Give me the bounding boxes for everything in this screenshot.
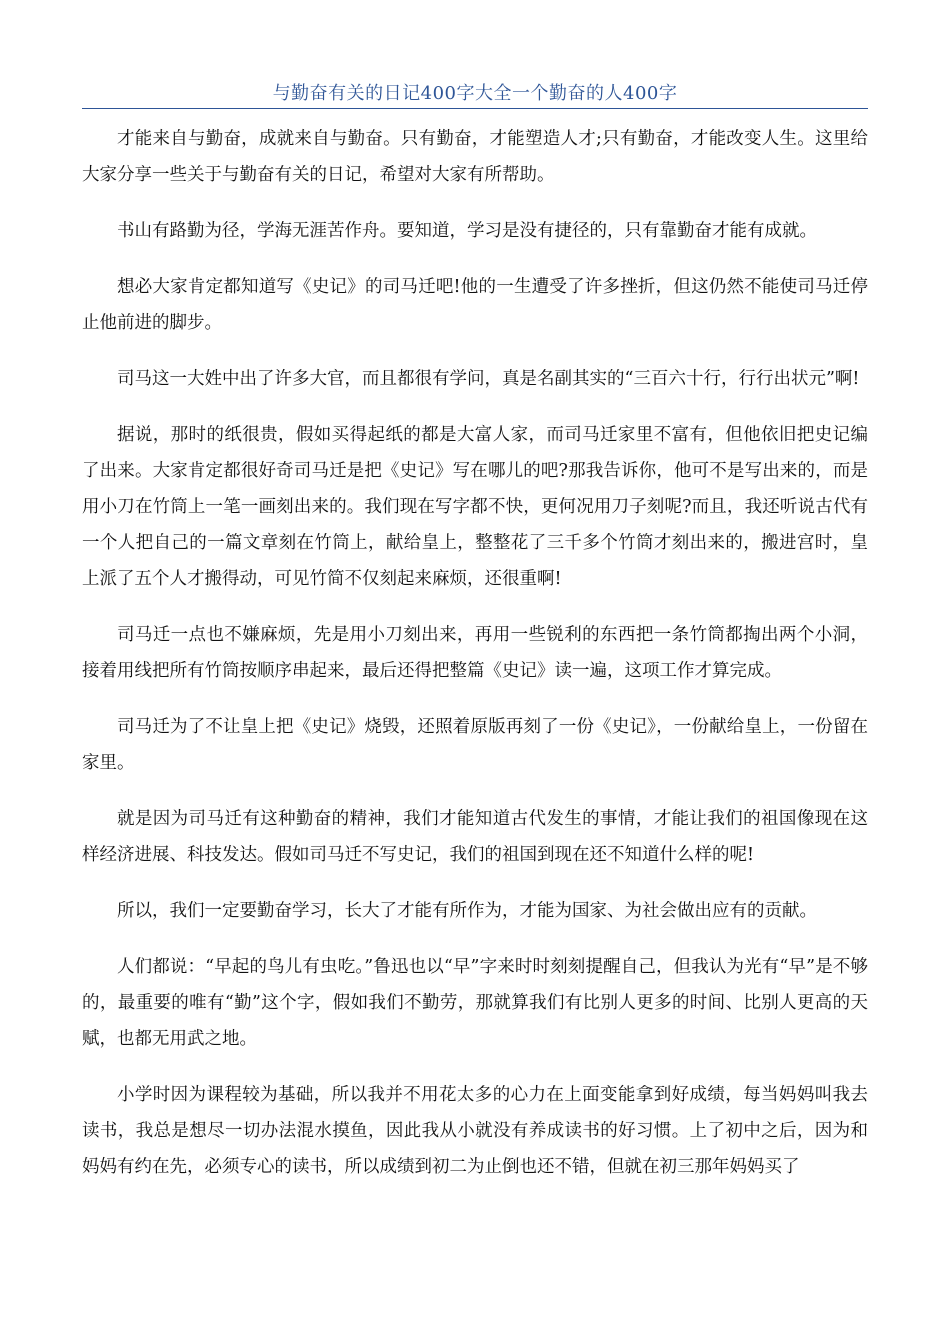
paragraph: 司马迁为了不让皇上把《史记》烧毁，还照着原版再刻了一份《史记》，一份献给皇上，一份留在家里。 [82,717,868,773]
paragraph: 所以，我们一定要勤奋学习，长大了才能有所作为，才能为国家、为社会做出应有的贡献。 [117,901,817,921]
paragraph: 就是因为司马迁有这种勤奋的精神，我们才能知道古代发生的事情，才能让我们的祖国像现在这样经济进展、科技发达。假如司马迁不写史记，我们的祖国到现在还不知道什么样的呢! [82,809,868,865]
paragraph: 人们都说：“早起的鸟儿有虫吃。”鲁迅也以“早”字来时时刻刻提醒自己，但我认为光有“早”是不够的，最重要的唯有“勤”这个字，假如我们不勤劳，那就算我们有比别人更多的时间、比别人更高的天赋，也都无用武之地。 [82,957,868,1049]
document-body [82,121,868,1205]
paragraph: 才能来自与勤奋，成就来自与勤奋。只有勤奋，才能塑造人才;只有勤奋，才能改变人生。这里给大家分享一些关于与勤奋有关的日记，希望对大家有所帮助。 [82,129,868,185]
document-title: 与勤奋有关的日记400字大全一个勤奋的人400字 [272,83,678,104]
paragraph: 据说，那时的纸很贵，假如买得起纸的都是大富人家，而司马迁家里不富有，但他依旧把史记编了出来。大家肯定都很好奇司马迁是把《史记》写在哪儿的吧?那我告诉你，他可不是写出来的，而是用小刀在竹筒上一笔一画刻出来的。我们现在写字都不快，更何况用刀子刻呢?而且，我还听说古代有一个人把自己的一篇文章刻在竹筒上，献给皇上，整整花了三千多个竹筒才刻出来的，搬进宫时，皇上派了五个人才搬得动，可见竹简不仅刻起来麻烦，还很重啊! [82,425,868,589]
paragraph: 小学时因为课程较为基础，所以我并不用花太多的心力在上面变能拿到好成绩，每当妈妈叫我去读书，我总是想尽一切办法混水摸鱼，因此我从小就没有养成读书的好习惯。上了初中之后，因为和妈妈有约在先，必须专心的读书，所以成绩到初二为止倒也还不错，但就在初三那年妈妈买了 [82,1085,868,1177]
paragraph: 想必大家肯定都知道写《史记》的司马迁吧!他的一生遭受了许多挫折，但这仍然不能使司马迁停止他前进的脚步。 [82,277,868,333]
document-header [82,80,868,109]
paragraph: 书山有路勤为径，学海无涯苦作舟。要知道，学习是没有捷径的，只有靠勤奋才能有成就。 [117,221,817,241]
paragraph: 司马这一大姓中出了许多大官，而且都很有学问，真是名副其实的“三百六十行，行行出状元”啊! [117,369,860,389]
paragraph: 司马迁一点也不嫌麻烦，先是用小刀刻出来，再用一些锐利的东西把一条竹筒都掏出两个小洞，接着用线把所有竹筒按顺序串起来，最后还得把整篇《史记》读一遍，这项工作才算完成。 [82,625,868,681]
